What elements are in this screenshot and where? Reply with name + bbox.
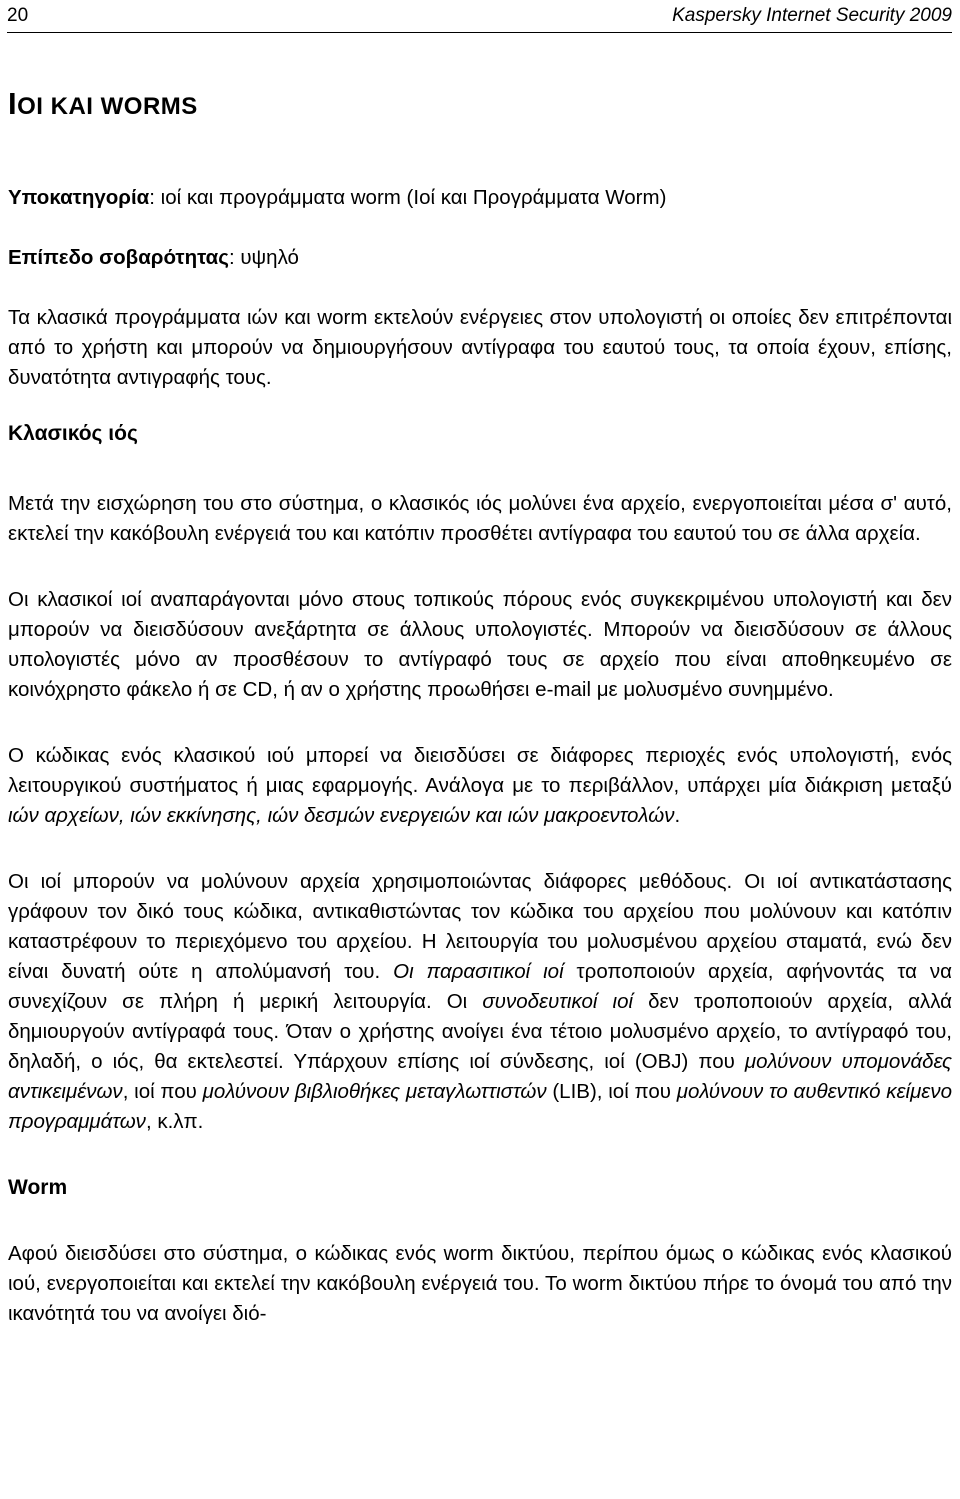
text-run: , ιοί που (122, 1080, 203, 1103)
text-run: (LIB), ιοί που (546, 1080, 677, 1103)
text-run: Οι ιοί μπορούν να μολύνουν αρχεία χρησιμοποιώντας διάφορες μεθόδους. Οι ιοί αντικατάστασης γράφουν τον δικό τους κώδικα, αντικαθιστώντας τον κώδικα του αρχείου που μολύνουν και κατόπιν καταστρέφουν το περιεχόμενο του αρχείου. Η λειτουργία του μολυσμένου αρχείου σταματά, ενώ δεν είναι δυνατή ούτε η απολύμανσή του. (8, 870, 952, 983)
text-run: τροποποιούν αρχεία, αφήνοντάς τα να συνεχίζουν σε πλήρη ή μερική λειτουργία. Οι (8, 960, 953, 1013)
classic-virus-paragraph-4 (8, 867, 952, 1137)
page-content (8, 84, 952, 1329)
classic-virus-heading: Κλασικός ιός (8, 422, 138, 445)
classic-virus-paragraph-3 (8, 741, 952, 831)
severity-label: Επίπεδο σοβαρότητας (8, 246, 229, 269)
italic-term: ιών εκκίνησης (130, 804, 257, 827)
italic-term: μολύνουν βιβλιοθήκες μεταγλωττιστών (202, 1080, 547, 1103)
classic-virus-paragraph-1: Μετά την εισχώρηση του στο σύστημα, ο κλασικός ιός μολύνει ένα αρχείο, ενεργοποιείται μέσα σ' αυτό, εκτελεί την κακόβουλη ενέργειά του και κατόπιν προσθέτει αντίγραφα του εαυτού του σε άλλα αρχεία. (8, 492, 952, 545)
italic-term: ιών δεσμών ενεργειών και ιών μακροεντολών (267, 804, 675, 827)
text-run: , (118, 804, 131, 827)
section-title-initial: Ι (8, 86, 18, 121)
italic-term: μολύνουν υπομονάδες αντικειμένων (8, 1050, 952, 1103)
text-run: , (256, 804, 268, 827)
page-number: 20 (7, 5, 29, 26)
italic-term: ιών αρχείων (8, 804, 119, 827)
italic-term: Οι παρασιτικοί ιοί (393, 960, 564, 983)
italic-term: μολύνουν το αυθεντικό κείμενο προγραμμάτων (8, 1080, 952, 1133)
text-run: Ο κώδικας ενός κλασικού ιού μπορεί να διεισδύσει σε διάφορες περιοχές ενός υπολογιστή, ενός λειτουργικού συστήματος ή μιας εφαρμογής. Ανάλογα με το περιβάλλον, υπάρχει μία διάκριση μεταξύ (8, 744, 952, 797)
section-title (8, 84, 952, 127)
classic-virus-paragraph-2: Οι κλασικοί ιοί αναπαράγονται μόνο στους τοπικούς πόρους ενός συγκεκριμένου υπολογιστή και δεν μπορούν να διεισδύσουν ανεξάρτητα σε άλλους υπολογιστές. Μπορούν να διεισδύσουν σε άλλους υπολογιστές μόνο αν προσθέσουν το αντίγραφό τους σε αρχείο που είναι αποθηκευμένο σε κοινόχρηστο φάκελο ή σε CD, ή αν ο χρήστης προωθήσει e-mail με μολυσμένο συνημμένο. (8, 588, 952, 701)
worm-paragraph-1: Αφού διεισδύσει στο σύστημα, ο κώδικας ενός worm δικτύου, περίπου όμως ο κώδικας ενός κλασικού ιού, ενεργοποιείται και εκτελεί την κακόβουλη ενέργειά του. Το worm δικτύου πήρε το όνομά του από την ικανότητά του να ανοίγει διό- (8, 1242, 952, 1325)
section-title-rest: ΟΙ ΚΑΙ WORMS (17, 93, 198, 120)
italic-term: συνοδευτικοί ιοί (482, 990, 634, 1013)
text-run: , κ.λπ. (145, 1110, 204, 1133)
document-title: Kaspersky Internet Security 2009 (672, 5, 952, 26)
page-header (7, 2, 952, 33)
subcategory-line (8, 183, 952, 213)
text-run: δεν τροποποιούν αρχεία, αλλά δημιουργούν αντίγραφά τους. Όταν ο χρήστης ανοίγει ένα τέτοιο μολυσμένο αρχείο, το αντίγραφό του, δηλαδή, ο ιός, θα εκτελεστεί. Υπάρχουν επίσης ιοί σύνδεσης, ιοί (OBJ) που (8, 990, 953, 1073)
severity-line (8, 243, 952, 273)
intro-paragraph: Τα κλασικά προγράμματα ιών και worm εκτελούν ενέργειες στον υπολογιστή οι οποίες δεν επιτρέπονται από το χρήστη και μπορούν να δημιουργήσουν αντίγραφα του εαυτού τους, τα οποία έχουν, επίσης, δυνατότητα αντιγραφής τους. (8, 306, 952, 389)
worm-heading: Worm (8, 1176, 68, 1199)
subcategory-value: : ιοί και προγράμματα worm (Ιοί και Προγράμματα Worm) (149, 186, 667, 209)
subcategory-label: Υποκατηγορία (8, 186, 150, 209)
severity-value: : υψηλό (228, 246, 299, 269)
text-run: . (674, 804, 681, 827)
